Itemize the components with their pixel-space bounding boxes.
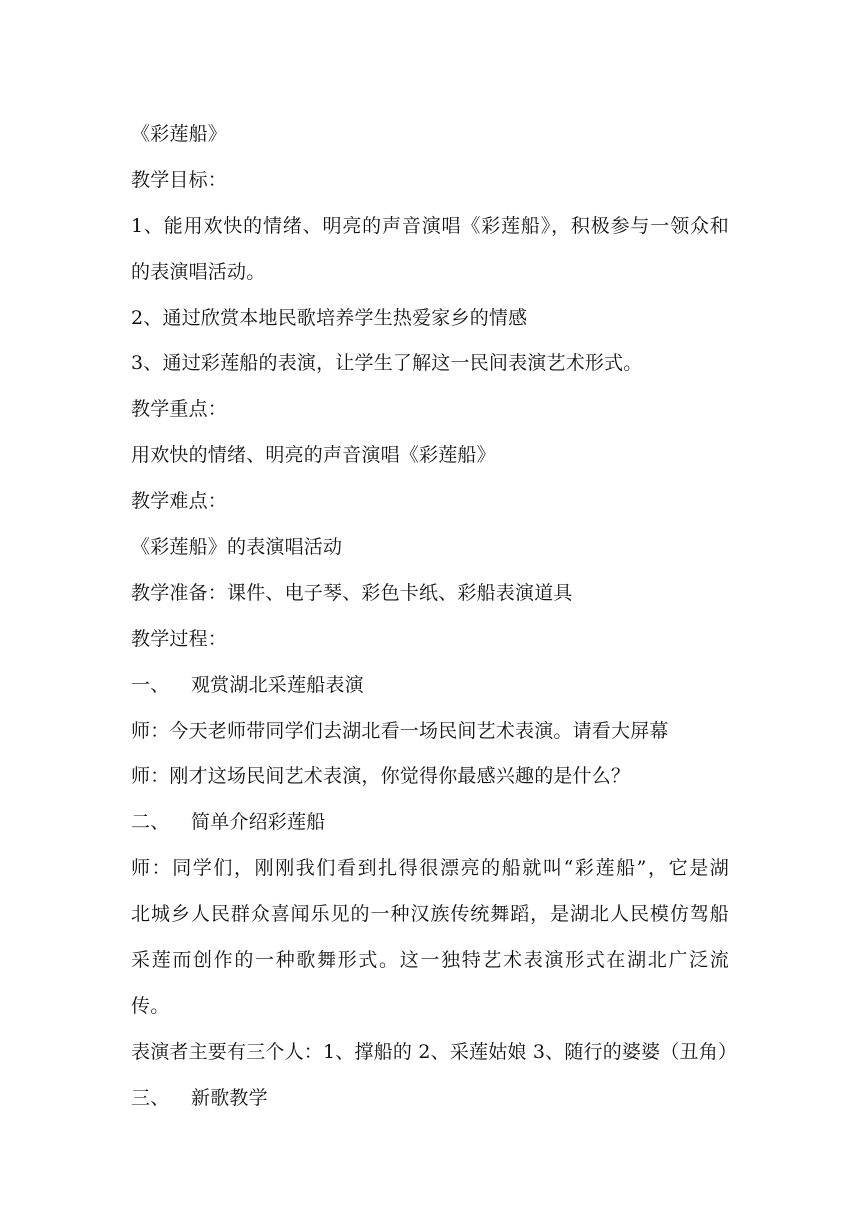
document-title: 《彩莲船》 [131, 123, 228, 145]
objectives-heading: 教学目标： [131, 168, 228, 191]
document-body [131, 112, 741, 1122]
objective-1-line-1: 1、能用欢快的情绪、明亮的声音演唱《彩莲船》，积极参与一领众和 [131, 214, 729, 237]
objective-3: 3、通过彩莲船的表演，让学生了解这一民间表演艺术形式。 [131, 352, 643, 375]
section-2-title: 简单介绍彩莲船 [191, 811, 326, 834]
section-1-line-1: 师：今天老师带同学们去湖北看一场民间艺术表演。请看大屏幕 [131, 719, 669, 742]
section-2-paragraph-line-1: 师：同学们，刚刚我们看到扎得很漂亮的船就叫“彩莲船”，它是湖 [131, 857, 729, 880]
objective-2: 2、通过欣赏本地民歌培养学生热爱家乡的情感 [131, 306, 528, 329]
key-points-heading: 教学重点： [131, 398, 228, 421]
section-2-number: 二、 [131, 811, 170, 834]
section-2-paragraph-line-4: 传。 [131, 994, 170, 1017]
objective-1-line-2: 的表演唱活动。 [131, 260, 266, 283]
section-3-number: 三、 [131, 1086, 170, 1109]
section-1-heading [131, 663, 741, 709]
section-1-number: 一、 [131, 673, 170, 696]
section-3-heading [131, 1076, 741, 1122]
section-1-line-2: 师：刚才这场民间艺术表演，你觉得你最感兴趣的是什么？ [131, 765, 631, 788]
section-1-title: 观赏湖北采莲船表演 [191, 673, 364, 696]
section-2-performers: 表演者主要有三个人：1、撑船的 2、采莲姑娘 3、随行的婆婆（丑角） [131, 1040, 738, 1063]
preparation: 教学准备：课件、电子琴、彩色卡纸、彩船表演道具 [131, 581, 573, 604]
difficulty-text: 《彩莲船》的表演唱活动 [131, 536, 343, 559]
section-3-title: 新歌教学 [191, 1086, 268, 1109]
section-2-paragraph-line-3: 采莲而创作的一种歌舞形式。这一独特艺术表演形式在湖北广泛流 [131, 949, 729, 972]
difficulty-heading: 教学难点： [131, 490, 228, 513]
section-2-heading [131, 800, 741, 846]
process-heading: 教学过程： [131, 627, 228, 650]
section-2-paragraph-line-2: 北城乡人民群众喜闻乐见的一种汉族传统舞蹈，是湖北人民模仿驾船 [131, 903, 729, 926]
key-points-text: 用欢快的情绪、明亮的声音演唱《彩莲船》 [131, 444, 496, 467]
